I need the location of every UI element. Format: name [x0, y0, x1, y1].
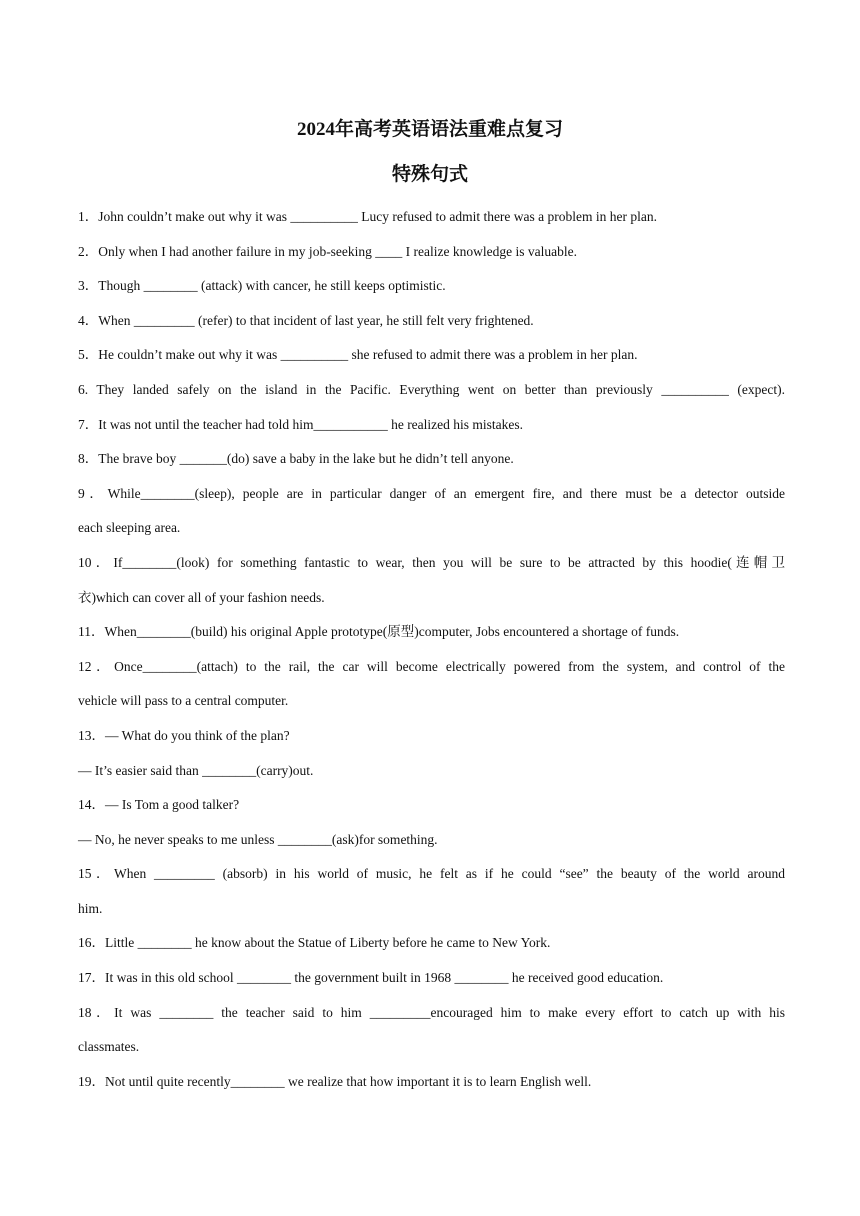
exercise-line: 17．It was in this old school ________ the government built in 1968 ________ he received good education. — [78, 970, 664, 986]
exercise-line: 10．If________(look) for something fantastic to wear, then you will be sure to be attracted by this hoodie(连帽卫 — [78, 554, 785, 570]
exercise-line: 12．Once________(attach) to the rail, the car will become electrically powered from the system, and control of the — [78, 658, 785, 674]
exercise-line: 9．While________(sleep), people are in particular danger of an emergent fire, and there must be a detector outside — [78, 485, 785, 501]
exercise-line: 19．Not until quite recently________ we realize that how important it is to learn English well. — [78, 1073, 592, 1089]
exercise-line: 7．It was not until the teacher had told him___________ he realized his mistakes. — [78, 416, 524, 432]
exercise-line: 15．When _________ (absorb) in his world of music, he felt as if he could “see” the beauty of the world around — [78, 866, 785, 882]
exercise-line: 11．When________(build) his original Apple prototype(原型)computer, Jobs encountered a shortage of funds. — [78, 624, 680, 640]
exercise-line: 8．The brave boy _______(do) save a baby in the lake but he didn’t tell anyone. — [78, 451, 514, 467]
document-subtitle: 特殊句式 — [391, 164, 468, 185]
exercise-line: 6. They landed safely on the island in the Pacific. Everything went on better than previously __________ (expect). — [78, 381, 785, 397]
exercise-list — [78, 200, 785, 1099]
exercise-line-continued: — It’s easier said than ________(carry)out. — [78, 762, 314, 778]
exercise-line: 3．Though ________ (attack) with cancer, he still keeps optimistic. — [78, 278, 446, 294]
exercise-line: 16．Little ________ he know about the Statue of Liberty before he came to New York. — [78, 935, 551, 951]
exercise-line: 5．He couldn’t make out why it was __________ she refused to admit there was a problem in her plan. — [78, 347, 638, 363]
exercise-line-continued: classmates. — [78, 1039, 140, 1055]
exercise-line-continued: each sleeping area. — [78, 520, 181, 536]
exercise-line-continued: — No, he never speaks to me unless ________(ask)for something. — [78, 831, 438, 847]
exercise-line-continued: him. — [78, 900, 103, 916]
exercise-line: 2．Only when I had another failure in my job-seeking ____ I realize knowledge is valuable. — [78, 243, 577, 259]
exercise-line-continued: vehicle will pass to a central computer. — [78, 693, 289, 709]
exercise-line: 18．It was ________ the teacher said to him _________encouraged him to make every effort to catch up with his — [78, 1004, 785, 1020]
exercise-line: 14．— Is Tom a good talker? — [78, 797, 240, 813]
exercise-line-continued: 衣)which can cover all of your fashion needs. — [78, 589, 325, 605]
exercise-line: 13．— What do you think of the plan? — [78, 727, 290, 743]
exercise-line: 4．When _________ (refer) to that incident of last year, he still felt very frightened. — [78, 312, 534, 328]
document-title: 2024年高考英语语法重难点复习 — [296, 119, 563, 140]
exercise-line: 1．John couldn’t make out why it was __________ Lucy refused to admit there was a problem in her plan. — [78, 209, 658, 224]
